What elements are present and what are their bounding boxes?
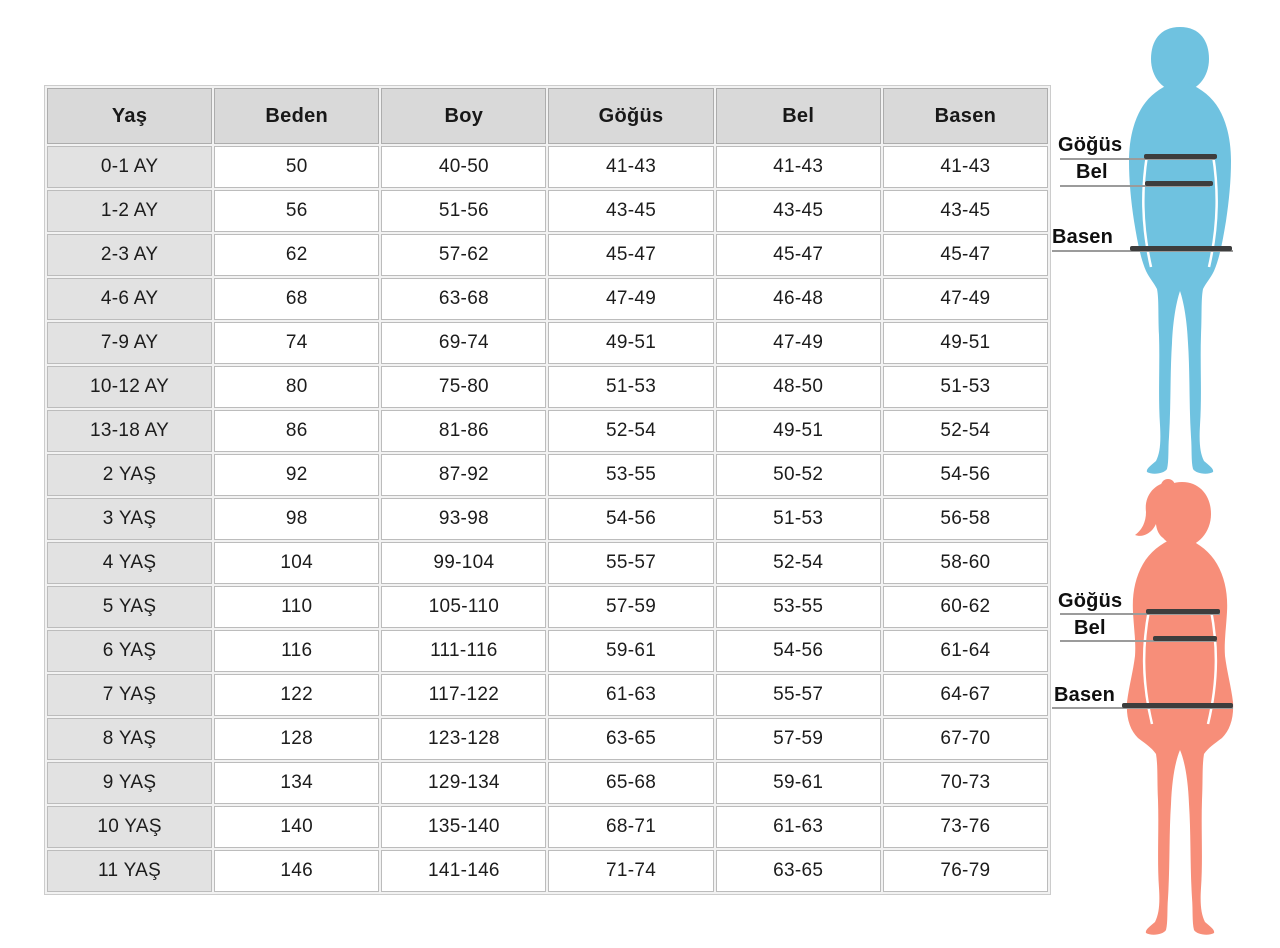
value-cell: 41-43 — [716, 146, 881, 188]
age-cell: 10-12 AY — [47, 366, 212, 408]
value-cell: 59-61 — [548, 630, 713, 672]
pink-hip-measure-line — [1122, 703, 1233, 708]
value-cell: 41-43 — [883, 146, 1048, 188]
age-cell: 8 YAŞ — [47, 718, 212, 760]
value-cell: 45-47 — [716, 234, 881, 276]
column-header: Göğüs — [548, 88, 713, 144]
value-cell: 56 — [214, 190, 379, 232]
pink-waist-measure-line — [1153, 636, 1217, 641]
value-cell: 55-57 — [716, 674, 881, 716]
table-row — [47, 234, 1048, 276]
blue-chest-label: Göğüs — [1058, 134, 1123, 156]
pink-chest-measure-line — [1146, 609, 1220, 614]
value-cell: 68-71 — [548, 806, 713, 848]
value-cell: 65-68 — [548, 762, 713, 804]
blue-waist-label: Bel — [1076, 161, 1108, 183]
value-cell: 67-70 — [883, 718, 1048, 760]
value-cell: 60-62 — [883, 586, 1048, 628]
value-cell: 116 — [214, 630, 379, 672]
table-row — [47, 278, 1048, 320]
value-cell: 63-65 — [548, 718, 713, 760]
value-cell: 80 — [214, 366, 379, 408]
value-cell: 104 — [214, 542, 379, 584]
value-cell: 47-49 — [716, 322, 881, 364]
value-cell: 70-73 — [883, 762, 1048, 804]
value-cell: 51-53 — [883, 366, 1048, 408]
age-cell: 7-9 AY — [47, 322, 212, 364]
value-cell: 62 — [214, 234, 379, 276]
value-cell: 43-45 — [716, 190, 881, 232]
value-cell: 117-122 — [381, 674, 546, 716]
value-cell: 54-56 — [548, 498, 713, 540]
age-cell: 7 YAŞ — [47, 674, 212, 716]
column-header: Basen — [883, 88, 1048, 144]
blue-chest-measure-line — [1144, 154, 1217, 159]
value-cell: 75-80 — [381, 366, 546, 408]
value-cell: 41-43 — [548, 146, 713, 188]
value-cell: 45-47 — [548, 234, 713, 276]
age-cell: 13-18 AY — [47, 410, 212, 452]
age-cell: 11 YAŞ — [47, 850, 212, 892]
value-cell: 123-128 — [381, 718, 546, 760]
column-header: Yaş — [47, 88, 212, 144]
value-cell: 111-116 — [381, 630, 546, 672]
value-cell: 51-56 — [381, 190, 546, 232]
value-cell: 40-50 — [381, 146, 546, 188]
value-cell: 53-55 — [716, 586, 881, 628]
value-cell: 135-140 — [381, 806, 546, 848]
table-row — [47, 630, 1048, 672]
value-cell: 105-110 — [381, 586, 546, 628]
age-cell: 5 YAŞ — [47, 586, 212, 628]
value-cell: 49-51 — [883, 322, 1048, 364]
table-row — [47, 410, 1048, 452]
value-cell: 49-51 — [716, 410, 881, 452]
value-cell: 48-50 — [716, 366, 881, 408]
table-row — [47, 190, 1048, 232]
value-cell: 71-74 — [548, 850, 713, 892]
column-header: Bel — [716, 88, 881, 144]
table-row — [47, 542, 1048, 584]
column-header: Beden — [214, 88, 379, 144]
value-cell: 98 — [214, 498, 379, 540]
value-cell: 52-54 — [716, 542, 881, 584]
value-cell: 57-59 — [548, 586, 713, 628]
value-cell: 59-61 — [716, 762, 881, 804]
size-table — [44, 85, 1051, 895]
value-cell: 54-56 — [883, 454, 1048, 496]
value-cell: 86 — [214, 410, 379, 452]
value-cell: 45-47 — [883, 234, 1048, 276]
age-cell: 4 YAŞ — [47, 542, 212, 584]
value-cell: 64-67 — [883, 674, 1048, 716]
blue-waist-measure-line — [1145, 181, 1213, 186]
value-cell: 47-49 — [548, 278, 713, 320]
table-row — [47, 498, 1048, 540]
age-cell: 0-1 AY — [47, 146, 212, 188]
value-cell: 61-64 — [883, 630, 1048, 672]
value-cell: 43-45 — [548, 190, 713, 232]
value-cell: 61-63 — [716, 806, 881, 848]
value-cell: 134 — [214, 762, 379, 804]
table-row — [47, 322, 1048, 364]
column-header: Boy — [381, 88, 546, 144]
pink-chest-label: Göğüs — [1058, 590, 1123, 612]
value-cell: 51-53 — [548, 366, 713, 408]
table-row — [47, 806, 1048, 848]
age-cell: 6 YAŞ — [47, 630, 212, 672]
value-cell: 50 — [214, 146, 379, 188]
value-cell: 57-62 — [381, 234, 546, 276]
age-cell: 10 YAŞ — [47, 806, 212, 848]
table-row — [47, 718, 1048, 760]
pink-waist-label: Bel — [1074, 617, 1106, 639]
value-cell: 47-49 — [883, 278, 1048, 320]
table-row — [47, 762, 1048, 804]
value-cell: 58-60 — [883, 542, 1048, 584]
value-cell: 93-98 — [381, 498, 546, 540]
value-cell: 110 — [214, 586, 379, 628]
value-cell: 129-134 — [381, 762, 546, 804]
value-cell: 63-65 — [716, 850, 881, 892]
pink-hip-label: Basen — [1054, 684, 1116, 706]
value-cell: 87-92 — [381, 454, 546, 496]
value-cell: 51-53 — [716, 498, 881, 540]
value-cell: 49-51 — [548, 322, 713, 364]
value-cell: 54-56 — [716, 630, 881, 672]
table-row — [47, 454, 1048, 496]
table-row — [47, 366, 1048, 408]
value-cell: 56-58 — [883, 498, 1048, 540]
table-row — [47, 586, 1048, 628]
table-row — [47, 674, 1048, 716]
table-row — [47, 146, 1048, 188]
blue-hip-measure-line — [1130, 246, 1232, 251]
value-cell: 52-54 — [883, 410, 1048, 452]
value-cell: 50-52 — [716, 454, 881, 496]
value-cell: 61-63 — [548, 674, 713, 716]
table-row — [47, 850, 1048, 892]
value-cell: 81-86 — [381, 410, 546, 452]
age-cell: 4-6 AY — [47, 278, 212, 320]
header-row — [47, 88, 1048, 144]
value-cell: 68 — [214, 278, 379, 320]
age-cell: 1-2 AY — [47, 190, 212, 232]
value-cell: 69-74 — [381, 322, 546, 364]
value-cell: 141-146 — [381, 850, 546, 892]
value-cell: 122 — [214, 674, 379, 716]
value-cell: 53-55 — [548, 454, 713, 496]
value-cell: 73-76 — [883, 806, 1048, 848]
value-cell: 55-57 — [548, 542, 713, 584]
value-cell: 74 — [214, 322, 379, 364]
value-cell: 92 — [214, 454, 379, 496]
value-cell: 128 — [214, 718, 379, 760]
value-cell: 46-48 — [716, 278, 881, 320]
blue-hip-label: Basen — [1052, 226, 1114, 248]
age-cell: 3 YAŞ — [47, 498, 212, 540]
value-cell: 76-79 — [883, 850, 1048, 892]
value-cell: 52-54 — [548, 410, 713, 452]
value-cell: 63-68 — [381, 278, 546, 320]
size-table-header — [47, 88, 1048, 144]
size-table-body — [47, 146, 1048, 892]
value-cell: 43-45 — [883, 190, 1048, 232]
value-cell: 57-59 — [716, 718, 881, 760]
value-cell: 99-104 — [381, 542, 546, 584]
age-cell: 2 YAŞ — [47, 454, 212, 496]
age-cell: 9 YAŞ — [47, 762, 212, 804]
value-cell: 146 — [214, 850, 379, 892]
age-cell: 2-3 AY — [47, 234, 212, 276]
value-cell: 140 — [214, 806, 379, 848]
